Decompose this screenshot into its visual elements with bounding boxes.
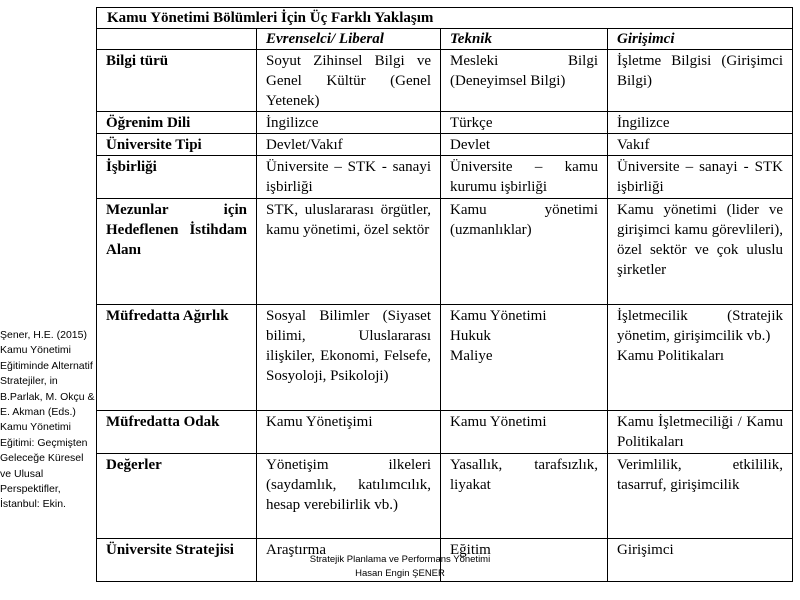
table-cell: Üniversite – sanayi - STK işbirliği — [608, 156, 793, 199]
table-cell: İngilizce — [257, 112, 441, 134]
table-cell: Devlet — [441, 134, 608, 156]
table-cell: Yönetişim ilkeleri (saydamlık, katılımcılık, hesap verebilirlik vb.) — [257, 454, 441, 539]
table-cell: Vakıf — [608, 134, 793, 156]
table-cell: Türkçe — [441, 112, 608, 134]
row-label: İşbirliği — [97, 156, 257, 199]
table-cell: Kamu Yönetimi Hukuk Maliye — [441, 305, 608, 411]
table-cell: Eğitim — [441, 539, 608, 582]
table-row — [97, 199, 793, 305]
table-row — [97, 305, 793, 411]
table-row — [97, 50, 793, 112]
table-cell: Kamu Yönetimi — [441, 411, 608, 454]
table-title-row — [97, 8, 793, 29]
row-label: Bilgi türü — [97, 50, 257, 112]
table-cell: Soyut Zihinsel Bilgi ve Genel Kültür (Genel Yetenek) — [257, 50, 441, 112]
table-cell: İngilizce — [608, 112, 793, 134]
table-cell: Üniversite – STK - sanayi işbirliği — [257, 156, 441, 199]
table-cell: Girişimci — [608, 539, 793, 582]
table-cell: Araştırma — [257, 539, 441, 582]
table-cell: İşletmecilik (Stratejik yönetim, girişimcilik vb.) Kamu Politikaları — [608, 305, 793, 411]
row-label: Üniversite Tipi — [97, 134, 257, 156]
table-row — [97, 411, 793, 454]
table-row — [97, 156, 793, 199]
approaches-table — [96, 7, 793, 582]
row-label: Mezunlar için Hedeflenen İstihdam Alanı — [97, 199, 257, 305]
table-cell: Verimlilik, etkililik, tasarruf, girişimcilik — [608, 454, 793, 539]
row-label: Müfredatta Ağırlık — [97, 305, 257, 411]
footer-author: Hasan Engin ŞENER — [355, 568, 445, 579]
table-cell: Mesleki Bilgi (Deneyimsel Bilgi) — [441, 50, 608, 112]
table-header-row — [97, 29, 793, 50]
table-cell: Kamu Yönetişimi — [257, 411, 441, 454]
table-cell: Kamu yönetimi (lider ve girişimci kamu görevlileri), özel sektör ve çok uluslu şirketler — [608, 199, 793, 305]
header-cell: Teknik — [441, 29, 608, 50]
table-title: Kamu Yönetimi Bölümleri İçin Üç Farklı Yaklaşım — [97, 8, 793, 29]
table-row — [97, 112, 793, 134]
table-row — [97, 454, 793, 539]
table-cell: Yasallık, tarafsızlık, liyakat — [441, 454, 608, 539]
table-cell: İşletme Bilgisi (Girişimci Bilgi) — [608, 50, 793, 112]
footer-course-title: Stratejik Planlama ve Performans Yönetimi — [309, 554, 491, 565]
row-label: Değerler — [97, 454, 257, 539]
table-cell: Kamu İşletmeciliği / Kamu Politikaları — [608, 411, 793, 454]
table-row — [97, 134, 793, 156]
row-label: Öğrenim Dili — [97, 112, 257, 134]
header-cell — [97, 29, 257, 50]
table-cell: Üniversite – kamu kurumu işbirliği — [441, 156, 608, 199]
header-cell: Evrenselci/ Liberal — [257, 29, 441, 50]
header-cell: Girişimci — [608, 29, 793, 50]
table-cell: Kamu yönetimi (uzmanlıklar) — [441, 199, 608, 305]
row-label: Müfredatta Odak — [97, 411, 257, 454]
row-label: Üniversite Stratejisi — [97, 539, 257, 582]
slide-footer — [300, 553, 500, 581]
citation-text: Şener, H.E. (2015) Kamu Yönetimi Eğitiminde Alternatif Stratejiler, in B.Parlak, M. Okçu & E. Akman (Eds.) Kamu Yönetimi Eğitimi: Geçmişten Geleceğe Küresel ve Ulusal Perspektifler, İstanbul: Ekin. — [0, 329, 95, 511]
table-cell: STK, uluslararası örgütler, kamu yönetimi, özel sektör — [257, 199, 441, 305]
table-cell: Devlet/Vakıf — [257, 134, 441, 156]
table-cell: Sosyal Bilimler (Siyaset bilimi, Uluslararası ilişkiler, Ekonomi, Felsefe, Sosyoloji, Psikoloji) — [257, 305, 441, 411]
